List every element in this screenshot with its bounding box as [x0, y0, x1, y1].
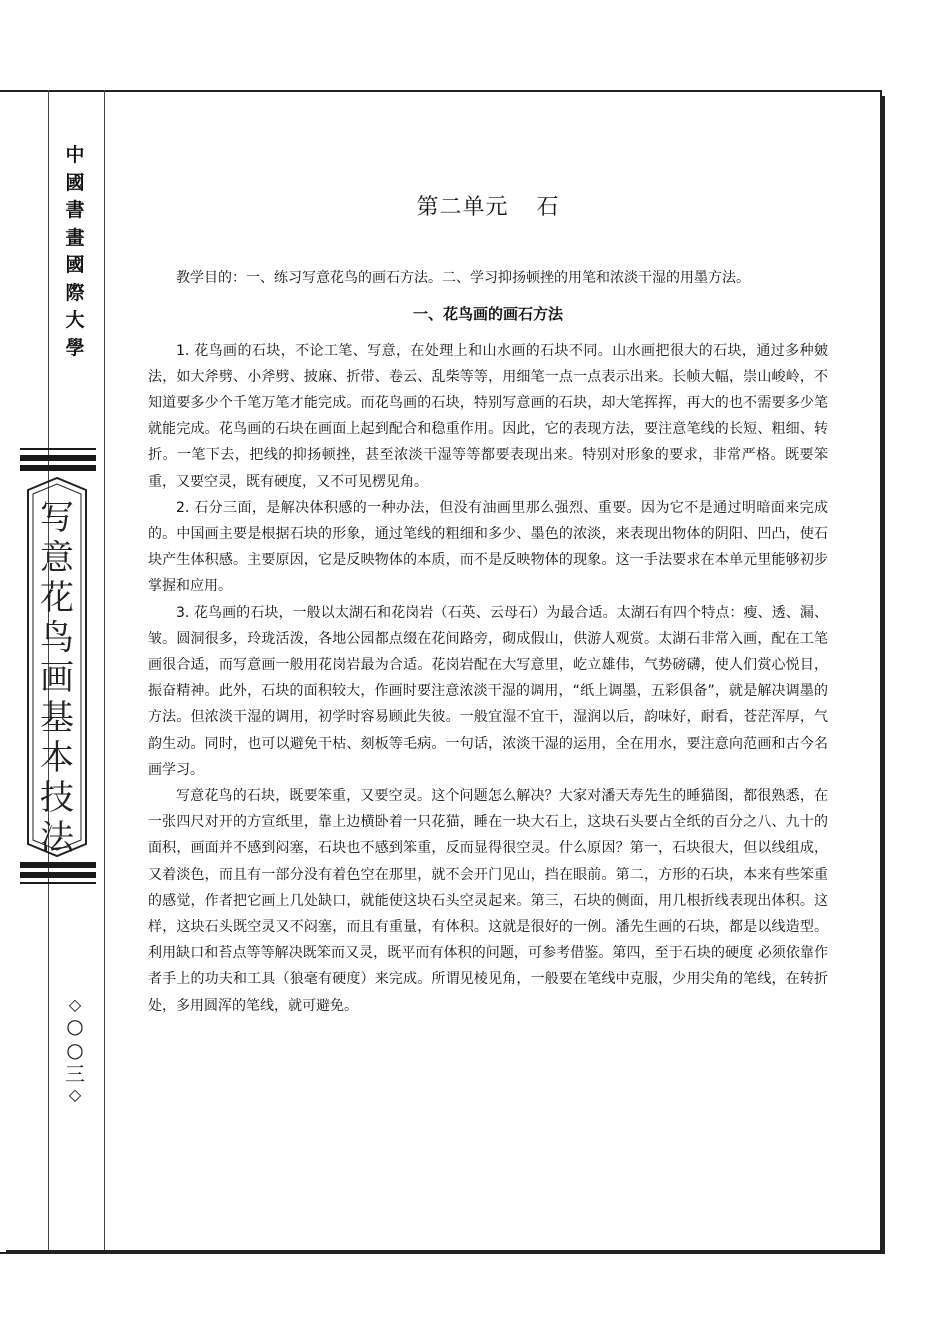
chapter-subject: 石 — [536, 195, 560, 220]
chapter-title — [148, 195, 828, 221]
page-number-digit: ○ — [66, 1038, 84, 1062]
title-char: 法 — [40, 818, 74, 858]
page-number-digit: 三 — [65, 1062, 85, 1086]
spine-rule-right — [104, 90, 105, 1250]
divider — [20, 465, 96, 471]
main-content — [148, 195, 828, 1019]
spine-char: 國 — [65, 254, 85, 276]
chapter-label: 第二单元 — [416, 195, 509, 220]
divider — [20, 872, 96, 878]
spine-char: 國 — [65, 171, 85, 194]
teaching-objective: 教学目的：一、练习写意花鸟的画石方法。二、学习抑扬顿挫的用笔和浓淡干湿的用墨方法。 — [176, 270, 750, 287]
title-char: 花 — [40, 578, 74, 618]
paragraph: 1. 花鸟画的石块，不论工笔、写意，在处理上和山水画的石块不同。山水画把很大的石块，通过多种皴法，如大斧劈、小斧劈、披麻、折带、卷云、乱柴等等，用细笔一点一点表示出来。长帧大幅，崇山峻岭，不知道要多少个千笔万笔才能完成。而花鸟画的石块，特别写意画的石块，却大笔挥挥，再大的也不需要多少笔就能完成。花鸟画的石块在画面上起到配合和稳重作用。因此，它的表现方法，要注意笔线的长短、粗细、转折。一笔下去，把线的抑扬顿挫，甚至浓淡干湿等等都要表现出来。特别对形象的要求，非常严格。既要笨重，又要空灵，既有硬度，又不可见楞见角。 — [148, 342, 828, 490]
divider — [20, 455, 96, 461]
title-char: 鸟 — [40, 618, 74, 658]
title-char: 基 — [40, 698, 74, 738]
divider — [20, 448, 96, 450]
title-char: 画 — [40, 658, 74, 698]
paragraph: 3. 花鸟画的石块，一般以太湖石和花岗岩（石英、云母石）为最合适。太湖石有四个特点：瘦、透、漏、皱。圆洞很多，玲珑活泼，各地公园都点缀在花间路旁，砌成假山，供游人观赏。太湖石非常入画，配在工笔画很合适，而写意画一般用花岗岩最为合适。花岗岩配在大写意里，屹立雄伟，气势磅礴，使人们赏心悦目，振奋精神。此外，石块的面积较大，作画时要注意浓淡干湿的调用，“纸上调墨，五彩俱备”，就是解决调墨的方法。但浓淡干湿的调用，初学时容易顾此失彼。一般宜湿不宜干，湿润以后，韵味好，耐看，苍茫浑厚，气韵生动。同时，也可以避免干枯、刻板等毛病。一句话，浓淡干湿的运用，全在用水，要注意向范画和古今名画学习。 — [148, 604, 828, 778]
diamond-icon: ◇ — [68, 1085, 82, 1104]
title-char: 本 — [40, 738, 74, 778]
spine-char: 書 — [65, 199, 85, 221]
frame-shadow-bottom — [6, 1250, 885, 1253]
spine-char: 際 — [65, 281, 85, 304]
title-char: 技 — [40, 778, 74, 818]
divider — [20, 882, 96, 884]
diamond-icon: ◇ — [68, 995, 82, 1014]
title-char: 意 — [40, 538, 74, 578]
spine-char: 學 — [65, 336, 85, 359]
page-number-digit: ○ — [66, 1014, 84, 1038]
spine-char: 大 — [65, 309, 85, 331]
paragraph: 2. 石分三面，是解决体积感的一种办法，但没有油画里那么强烈、重要。因为它不是通过明暗面来完成的。中国画主要是根据石块的形象，通过笔线的粗细和多少、墨色的浓淡，来表现出物体的阴阳、凹凸，使石块产生体积感。主要原因，它是反映物体的本质，而不是反映物体的现象。这一手法要求在本单元里能够初步掌握和应用。 — [148, 499, 828, 595]
spine-char: 畫 — [65, 226, 85, 249]
book-title — [20, 498, 94, 858]
frame-shadow-right — [882, 96, 885, 1254]
spine-title-panel — [20, 476, 94, 858]
section-heading: 一、花鸟画的画石方法 — [412, 305, 563, 324]
spine-char: 中 — [65, 144, 85, 166]
divider — [20, 862, 96, 868]
spine-series-title — [60, 142, 90, 362]
paragraph: 写意花鸟的石块，既要笨重，又要空灵。这个问题怎么解决？大家对潘天寿先生的睡猫图，都很熟悉，在一张四尺对开的方宣纸里，靠上边横卧着一只花猫，睡在一块大石上，这块石头要占全纸的百分之八、九十的面积，画面并不感到闷塞，石块也不感到笨重，反而显得很空灵。什么原因？第一，石块很大，但以线组成，又着淡色，而且有一部分没有着色空在那里，就不会开门见山，挡在眼前。第二，方形的石块，本来有些笨重的感觉，作者把它画上几处缺口，就能使这块石头空灵起来。第三，石块的侧面，用几根折线表现出体积。这样，这块石头既空灵又不闷塞，而且有重量，有体积。这就是很好的一例。潘先生画的石块，都是以线造型。利用缺口和苔点等等解决既笨而又灵，既平而有体积的问题，可参考借鉴。第四，至于石块的硬度 必须依靠作者手上的功夫和工具（狼毫有硬度）来完成。所谓见棱见角，一般要在笔线中克服，少用尖角的笔线，在转折处，多用圆浑的笔线，就可避免。 — [148, 788, 828, 1014]
title-char: 写 — [40, 498, 74, 538]
page-number — [58, 996, 92, 1104]
